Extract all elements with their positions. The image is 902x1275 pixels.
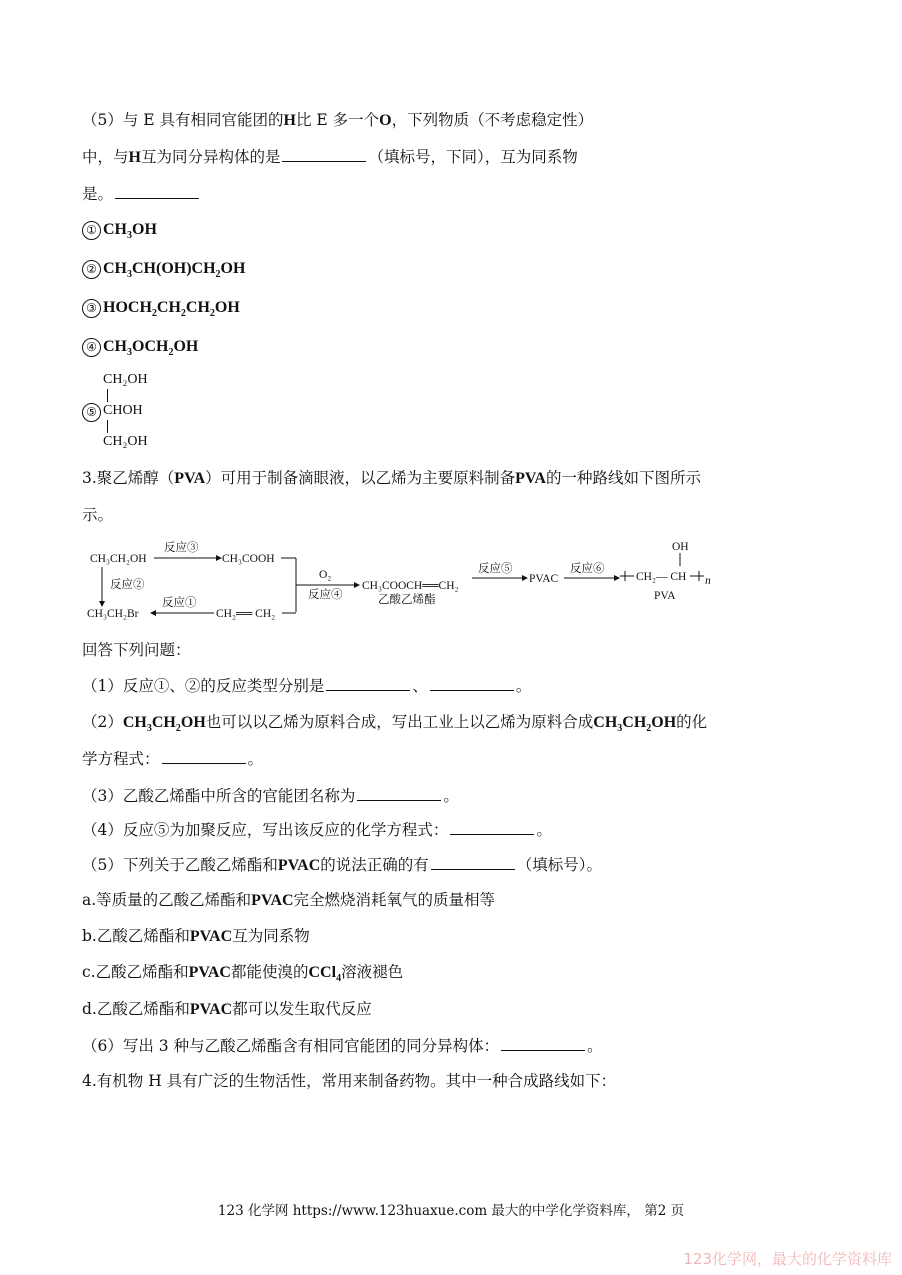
pva-term: PVA: [515, 470, 546, 487]
text: 也可以以乙烯为原料合成，写出工业上以乙烯为原料合成: [205, 713, 594, 731]
reaction5-label: 反应⑤: [478, 563, 513, 575]
pvac-term: PVAC: [188, 964, 231, 981]
q5-line-1: [82, 108, 593, 133]
pvac-term: PVAC: [251, 892, 294, 909]
text: 都可以发生取代反应: [232, 1000, 372, 1018]
pva-label: PVA: [654, 590, 676, 602]
q5-option-4: [82, 334, 198, 365]
pvac-term: PVAC: [189, 928, 233, 945]
q5-line-3: [82, 182, 201, 206]
pva-chain: CH₂— CH: [636, 571, 687, 583]
text: 是。: [82, 185, 114, 203]
text: （6）写出 3 种与乙酸乙烯酯含有相同官能团的同分异构体：: [82, 1037, 500, 1055]
ethanol-formula: $CH_3CH_2OH$: [593, 714, 677, 735]
repeat-n: n: [705, 575, 711, 587]
text: 都能使溴的: [230, 963, 309, 981]
text: 互为同分异构体的是: [140, 148, 281, 166]
text: 3.聚乙烯醇（: [82, 469, 175, 487]
text: 的化: [676, 713, 708, 731]
q3-part1: [82, 674, 531, 698]
option-d: [82, 997, 372, 1022]
q3-intro-2: [82, 503, 113, 527]
answer-blank[interactable]: [450, 820, 534, 835]
vinyl-acetate-formula: CH₃COOCH══CH₂: [362, 580, 459, 592]
q3-part2-cont: [82, 747, 263, 771]
option-number: ④: [82, 338, 101, 357]
bond-line: [107, 389, 108, 402]
ethanol-label: CH₃CH₂OH: [90, 553, 147, 565]
option-number: ②: [82, 260, 101, 279]
answer-blank[interactable]: [162, 749, 246, 764]
reaction4-label: 反应④: [308, 589, 343, 601]
text: （2）: [82, 713, 123, 731]
q3-part5: [82, 853, 602, 878]
arrowhead: [99, 601, 105, 607]
arrowhead: [614, 575, 620, 581]
option-number: ③: [82, 299, 101, 318]
reaction-route-diagram: [82, 535, 722, 620]
q5-option-3: [82, 295, 240, 326]
q3-part2: [82, 710, 707, 741]
structure-middle: CHOH: [103, 403, 143, 418]
h-symbol: H: [128, 149, 141, 166]
option-formula: $CH_3CH(OH)CH_2OH$: [103, 260, 246, 281]
option-a: [82, 888, 495, 913]
q3-intro: [82, 466, 701, 491]
option-formula: $CH_3OH$: [103, 221, 157, 242]
text: 。: [536, 821, 552, 839]
pvac-term: PVAC: [277, 857, 321, 874]
text: （5）下列关于乙酸乙烯酯和: [82, 856, 278, 874]
h-symbol: H: [283, 112, 296, 129]
reaction6-label: 反应⑥: [570, 563, 605, 575]
text: 、: [412, 677, 428, 695]
bond-line: [107, 420, 108, 433]
text: 学方程式：: [82, 750, 160, 768]
text: ，下列物质（不考虑稳定性）: [391, 111, 594, 129]
text: 。: [587, 1037, 603, 1055]
q3-part3: [82, 784, 459, 808]
text: 互为同系物: [232, 927, 310, 945]
text: 示。: [82, 506, 114, 524]
hydroxyl-label: OH: [672, 541, 689, 553]
vinyl-acetate-name: 乙酸乙烯酯: [378, 594, 436, 606]
answer-blank[interactable]: [115, 184, 199, 199]
arrowhead: [522, 575, 528, 581]
answer-blank[interactable]: [357, 786, 441, 801]
text: 完全燃烧消耗氧气的质量相等: [293, 891, 496, 909]
text: 比 E 多一个: [295, 111, 380, 129]
text: （1）反应①、②的反应类型分别是: [82, 677, 325, 695]
answer-blank[interactable]: [430, 676, 514, 691]
answer-blank[interactable]: [282, 147, 366, 162]
text: 回答下列问题：: [82, 641, 191, 659]
text: 。: [443, 787, 459, 805]
text: 。: [247, 750, 264, 768]
answer-blank[interactable]: [501, 1036, 585, 1051]
text: （3）乙酸乙烯酯中所含的官能团名称为: [82, 787, 356, 805]
reaction2-label: 反应②: [110, 579, 145, 591]
text: （填标号）。: [516, 856, 603, 874]
text: 4.有机物 H 具有广泛的生物活性，常用来制备药物。其中一种合成路线如下：: [82, 1072, 617, 1090]
text: ）可用于制备滴眼液，以乙烯为主要原料制备: [205, 469, 516, 487]
text: c.乙酸乙烯酯和: [82, 963, 189, 981]
answer-blank[interactable]: [431, 855, 515, 870]
arrowhead: [150, 610, 156, 616]
page-footer: 123 化学网 https://www.123huaxue.com 最大的中学化学资料库， 第2 页: [217, 1203, 685, 1219]
text: （5）与 E 具有相同官能团的: [82, 111, 284, 129]
ethanol-formula: $CH_3CH_2OH$: [122, 714, 206, 735]
option-formula: $HOCH_2CH_2CH_2OH$: [103, 299, 240, 320]
answer-blank[interactable]: [326, 676, 410, 691]
q5-option-1: [82, 217, 157, 248]
pva-term: PVA: [174, 470, 206, 487]
pvac-term: PVAC: [189, 1001, 233, 1018]
structure-top: CH₂OH: [103, 372, 148, 387]
arrowhead: [354, 582, 360, 588]
reaction1-label: 反应①: [162, 597, 197, 609]
option-c: [82, 960, 403, 991]
option-number: ⑤: [82, 403, 101, 422]
ccl4-formula: CCl$_4$: [308, 964, 342, 985]
text: 溶液褪色: [341, 963, 404, 981]
acetic-acid-label: CH₃COOH: [222, 553, 275, 565]
text: 。: [515, 677, 532, 695]
q5-line-2: [82, 145, 578, 170]
text: （填标号，下同），互为同系物: [368, 148, 578, 166]
text: 的说法正确的有: [320, 856, 429, 874]
o2-label: O₂: [319, 569, 332, 581]
watermark: 123化学网，最大的化学资料库: [683, 1250, 892, 1268]
structure-bottom: CH₂OH: [103, 434, 148, 449]
reaction3-label: 反应③: [164, 542, 199, 554]
pvac-label: PVAC: [529, 573, 559, 585]
text: （4）反应⑤为加聚反应，写出该反应的化学方程式：: [82, 821, 449, 839]
text: 中，与: [82, 148, 129, 166]
text: b.乙酸乙烯酯和: [82, 927, 190, 945]
text: d.乙酸乙烯酯和: [82, 1000, 190, 1018]
q4-intro: [82, 1069, 616, 1093]
q3-part4: [82, 818, 552, 842]
option-b: [82, 924, 310, 949]
option-formula: $CH_3OCH_2OH$: [103, 338, 199, 359]
q5-option-2: [82, 256, 245, 287]
text: a.等质量的乙酸乙烯酯和: [82, 891, 252, 909]
glycerol-structure: [82, 372, 202, 454]
q3-part6: [82, 1034, 603, 1058]
ethene-label: CH₂══ CH₂: [216, 608, 276, 620]
o-symbol: O: [379, 112, 392, 129]
answer-prompt: [82, 638, 191, 662]
bromoethane-label: CH₃CH₂Br: [87, 608, 139, 620]
text: 的一种路线如下图所示: [545, 469, 701, 487]
option-number: ①: [82, 221, 101, 240]
